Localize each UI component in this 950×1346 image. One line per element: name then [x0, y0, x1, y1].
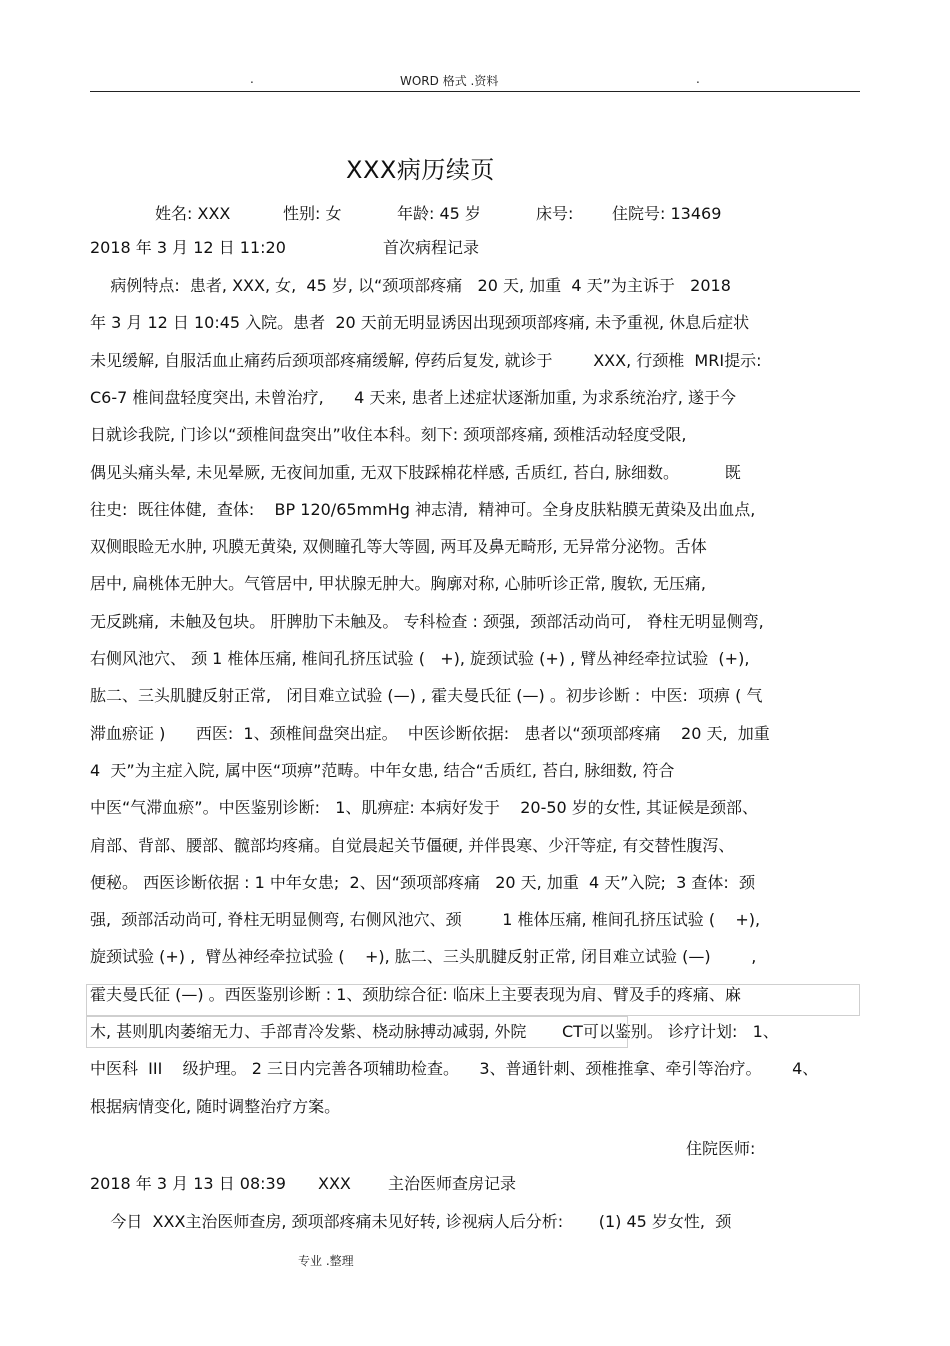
header-rule [90, 91, 860, 92]
patient-sex: 性别: 女 [283, 204, 342, 223]
text-line: 双侧眼睑无水肿, 巩膜无黄染, 双侧瞳孔等大等圆, 两耳及鼻无畸形, 无异常分泌物。舌体 [90, 537, 707, 557]
text-line: 无反跳痛, 未触及包块。 肝脾肋下未触及。 专科检查 : 颈强, 颈部活动尚可, 脊柱无明显侧弯, [90, 611, 764, 631]
text-line: 偶见头痛头晕, 未见晕厥, 无夜间加重, 无双下肢踩棉花样感, 舌质红, 苔白, 脉细数。 既 [90, 462, 741, 482]
text-line: 滞血瘀证 ) 西医: 1、颈椎间盘突出症。 中医诊断依据: 患者以“颈项部疼痛 20 天, 加重 [90, 723, 770, 743]
text-line: 中医“气滞血瘀”。中医鉴别诊断: 1、肌痹症: 本病好发于 20-50 岁的女性, 其证候是颈部、 [90, 798, 758, 818]
text-line: 霍夫曼氏征 (—) 。西医鉴别诊断 : 1、颈肋综合征: 临床上主要表现为肩、臂及手的疼痛、麻 [90, 984, 741, 1004]
patient-age: 年龄: 45 岁 [397, 204, 481, 223]
text-line: 木, 甚则肌肉萎缩无力、手部青冷发紫、桡动脉搏动减弱, 外院 CT可以鉴别。 诊疗计划: 1、 [90, 1022, 779, 1041]
record1-datetime: 2018 年 3 月 12 日 11:20 [90, 238, 286, 257]
patient-admission-no: 住院号: 13469 [612, 204, 722, 223]
text-line: 居中, 扁桃体无肿大。气管居中, 甲状腺无肿大。胸廓对称, 心肺听诊正常, 腹软, 无压痛, [90, 574, 706, 594]
header-right-mark: . [696, 72, 700, 86]
record1-type: 首次病程记录 [383, 238, 480, 257]
text-line: 右侧风池穴、 颈 1 椎体压痛, 椎间孔挤压试验 ( +), 旋颈试验 (+) , 臂丛神经牵拉试验 (+), [90, 649, 750, 668]
text-line: 肩部、背部、腰部、髋部均疼痛。自觉晨起关节僵硬, 并伴畏寒、少汗等症, 有交替性腹泻、 [90, 835, 735, 855]
resident-signature-label: 住院医师: [686, 1139, 756, 1158]
text-line: 强, 颈部活动尚可, 脊柱无明显侧弯, 右侧风池穴、颈 1 椎体压痛, 椎间孔挤压试验 ( +), [90, 910, 761, 930]
text-line: 往史: 既往体健, 查体: BP 120/65mmHg 神志清, 精神可。全身皮肤粘膜无黄染及出血点, [90, 499, 756, 519]
text-line: 未见缓解, 自服活血止痛药后颈项部疼痛缓解, 停药后复发, 就诊于 XXX, 行颈椎 MRI提示: [90, 350, 762, 370]
page-footer: 专业 .整理 [298, 1254, 354, 1268]
highlight-box-upper [86, 984, 860, 1016]
document-title: XXX病历续页 [346, 156, 495, 184]
text-line: 旋颈试验 (+) , 臂丛神经牵拉试验 ( +), 肱二、三头肌腱反射正常, 闭目难立试验 (—) , [90, 947, 757, 967]
text-line: 根据病情变化, 随时调整治疗方案。 [90, 1096, 341, 1116]
page-header [90, 70, 860, 92]
patient-name: 姓名: XXX [155, 204, 231, 223]
header-title: WORD 格式 .资料 [400, 74, 499, 88]
text-line: 日就诊我院, 门诊以“颈椎间盘突出”收住本科。刻下: 颈项部疼痛, 颈椎活动轻度受限, [90, 425, 687, 445]
text-line: C6-7 椎间盘轻度突出, 未曾治疗, 4 天来, 患者上述症状逐渐加重, 为求系统治疗, 遂于今 [90, 387, 736, 407]
text-line: 4 天”为主症入院, 属中医“项痹”范畴。中年女患, 结合“舌质红, 苔白, 脉细数, 符合 [90, 760, 675, 780]
text-line: 年 3 月 12 日 10:45 入院。患者 20 天前无明显诱因出现颈项部疼痛, 未予重视, 休息后症状 [90, 313, 750, 333]
patient-bed: 床号: [536, 204, 574, 223]
text-line: 便秘。 西医诊断依据 : 1 中年女患; 2、因“颈项部疼痛 20 天, 加重 4 天”入院; 3 查体: 颈 [90, 872, 755, 892]
text-line: 病例特点: 患者, XXX, 女, 45 岁, 以“颈项部疼痛 20 天, 加重 4 天”为主诉于 2018 [90, 276, 731, 295]
record2-type: 主治医师查房记录 [388, 1174, 517, 1193]
text-line: 中医科 III 级护理。 2 三日内完善各项辅助检查。 3、普通针刺、颈椎推拿、牵引等治疗。 4、 [90, 1059, 819, 1079]
record2-doctor: XXX [318, 1174, 351, 1193]
text-line: 今日 XXX主治医师查房, 颈项部疼痛未见好转, 诊视病人后分析: (1) 45 岁女性, 颈 [90, 1212, 732, 1231]
header-left-mark: . [250, 72, 254, 86]
text-line: 肱二、三头肌腱反射正常, 闭目难立试验 (—) , 霍夫曼氏征 (—) 。初步诊断 : 中医: 项痹 ( 气 [90, 686, 763, 706]
highlight-box-lower [86, 1016, 628, 1048]
record2-datetime: 2018 年 3 月 13 日 08:39 [90, 1174, 286, 1193]
